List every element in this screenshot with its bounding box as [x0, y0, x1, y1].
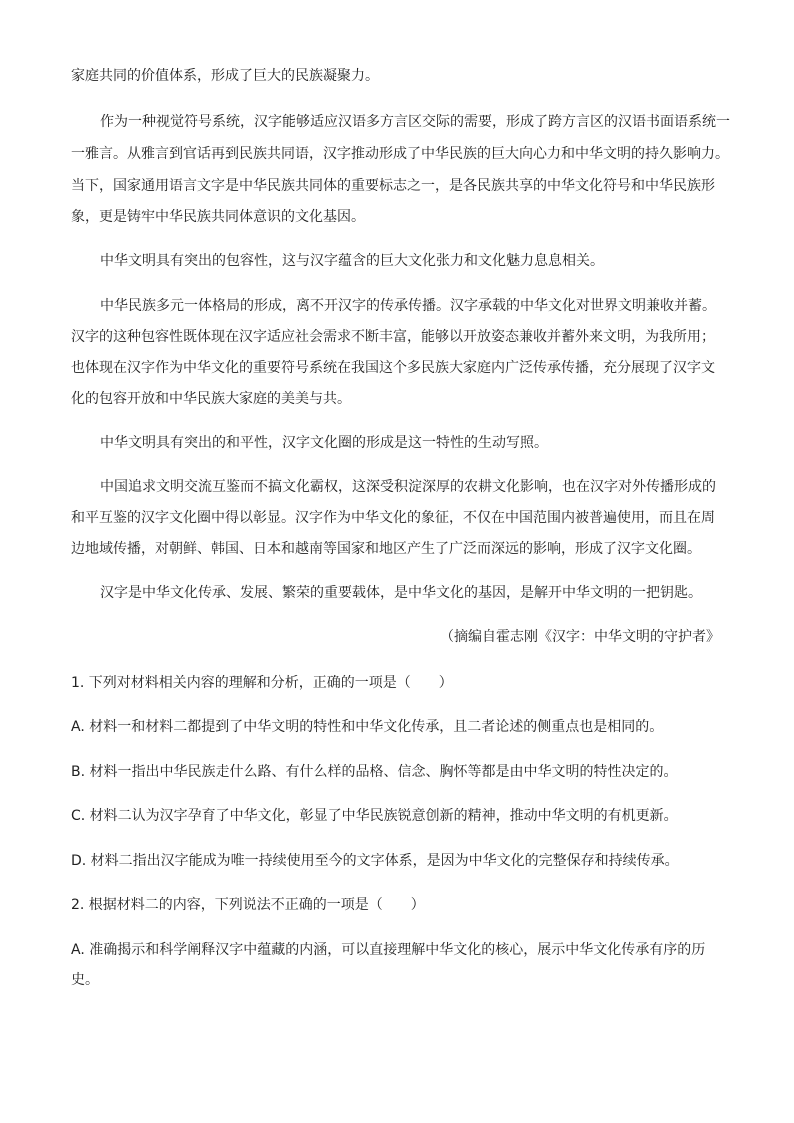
paragraph-line: 中国追求文明交流互鉴而不搞文化霸权，这深受积淀深厚的农耕文化影响，也在汉字对外传播形成的 — [100, 479, 716, 495]
paragraph-line: 汉字是中华文化传承、发展、繁荣的重要载体，是中华文化的基因，是解开中华文明的一把钥匙。 — [100, 585, 702, 601]
paragraph-line: 化的包容开放和中华民族大家庭的美美与共。 — [71, 391, 351, 407]
paragraph-line: 中华文明具有突出的和平性，汉字文化圈的形成是这一特性的生动写照。 — [100, 435, 548, 451]
question-1-option-d: D. 材料二指出汉字能成为唯一持续使用至今的文字体系，是因为中华文化的完整保存和持续传承。 — [71, 853, 679, 869]
paragraph-line: 汉字的这种包容性既体现在汉字适应社会需求不断丰富，能够以开放姿态兼收并蓄外来文明，为我所用； — [71, 329, 715, 345]
question-2-stem: 2. 根据材料二的内容，下列说法不正确的一项是（ ） — [71, 897, 425, 913]
paragraph-line: 象，更是铸牢中华民族共同体意识的文化基因。 — [71, 209, 365, 225]
question-1-option-c: C. 材料二认为汉字孕育了中华文化，彰显了中华民族锐意创新的精神，推动中华文明的有机更新。 — [71, 808, 678, 824]
paragraph-line: 也体现在汉字作为中华文化的重要符号系统在我国这个多民族大家庭内广泛传承传播，充分展现了汉字文 — [71, 360, 715, 376]
question-1-stem: 1. 下列对材料相关内容的理解和分析，正确的一项是（ ） — [71, 675, 453, 691]
paragraph-line: 边地域传播，对朝鲜、韩国、日本和越南等国家和地区产生了广泛而深远的影响，形成了汉字文化圈。 — [71, 541, 701, 557]
paragraph-line: 作为一种视觉符号系统，汉字能够适应汉语多方言区交际的需要，形成了跨方言区的汉语书面语系统一 — [100, 114, 730, 130]
paragraph-line: 家庭共同的价值体系，形成了巨大的民族凝聚力。 — [71, 68, 379, 84]
paragraph-line: 一雅言。从雅言到官话再到民族共同语，汉字推动形成了中华民族的巨大向心力和中华文明的持久影响力。 — [71, 146, 729, 162]
source-citation: （摘编自霍志刚《汉字：中华文明的守护者》 — [440, 629, 720, 645]
paragraph-line: 当下，国家通用语言文字是中华民族共同体的重要标志之一，是各民族共享的中华文化符号和中华民族形 — [71, 178, 715, 194]
paragraph-line: 和平互鉴的汉字文化圈中得以彰显。汉字作为中华文化的象征，不仅在中国范围内被普遍使用，而且在周 — [71, 510, 715, 526]
paragraph-line: 中华文明具有突出的包容性，这与汉字蕴含的巨大文化张力和文化魅力息息相关。 — [100, 253, 604, 269]
question-1-option-a: A. 材料一和材料二都提到了中华文明的特性和中华文化传承，且二者论述的侧重点也是相同的。 — [71, 719, 664, 735]
question-2-option-a: A. 准确揭示和科学阐释汉字中蕴藏的内涵，可以直接理解中华文化的核心，展示中华文化传承有序的历 — [71, 942, 706, 958]
question-2-option-a-cont: 史。 — [71, 972, 99, 988]
question-1-option-b: B. 材料一指出中华民族走什么路、有什么样的品格、信念、胸怀等都是由中华文明的特性决定的。 — [71, 764, 678, 780]
paragraph-line: 中华民族多元一体格局的形成，离不开汉字的传承传播。汉字承载的中华文化对世界文明兼收并蓄。 — [100, 298, 716, 314]
